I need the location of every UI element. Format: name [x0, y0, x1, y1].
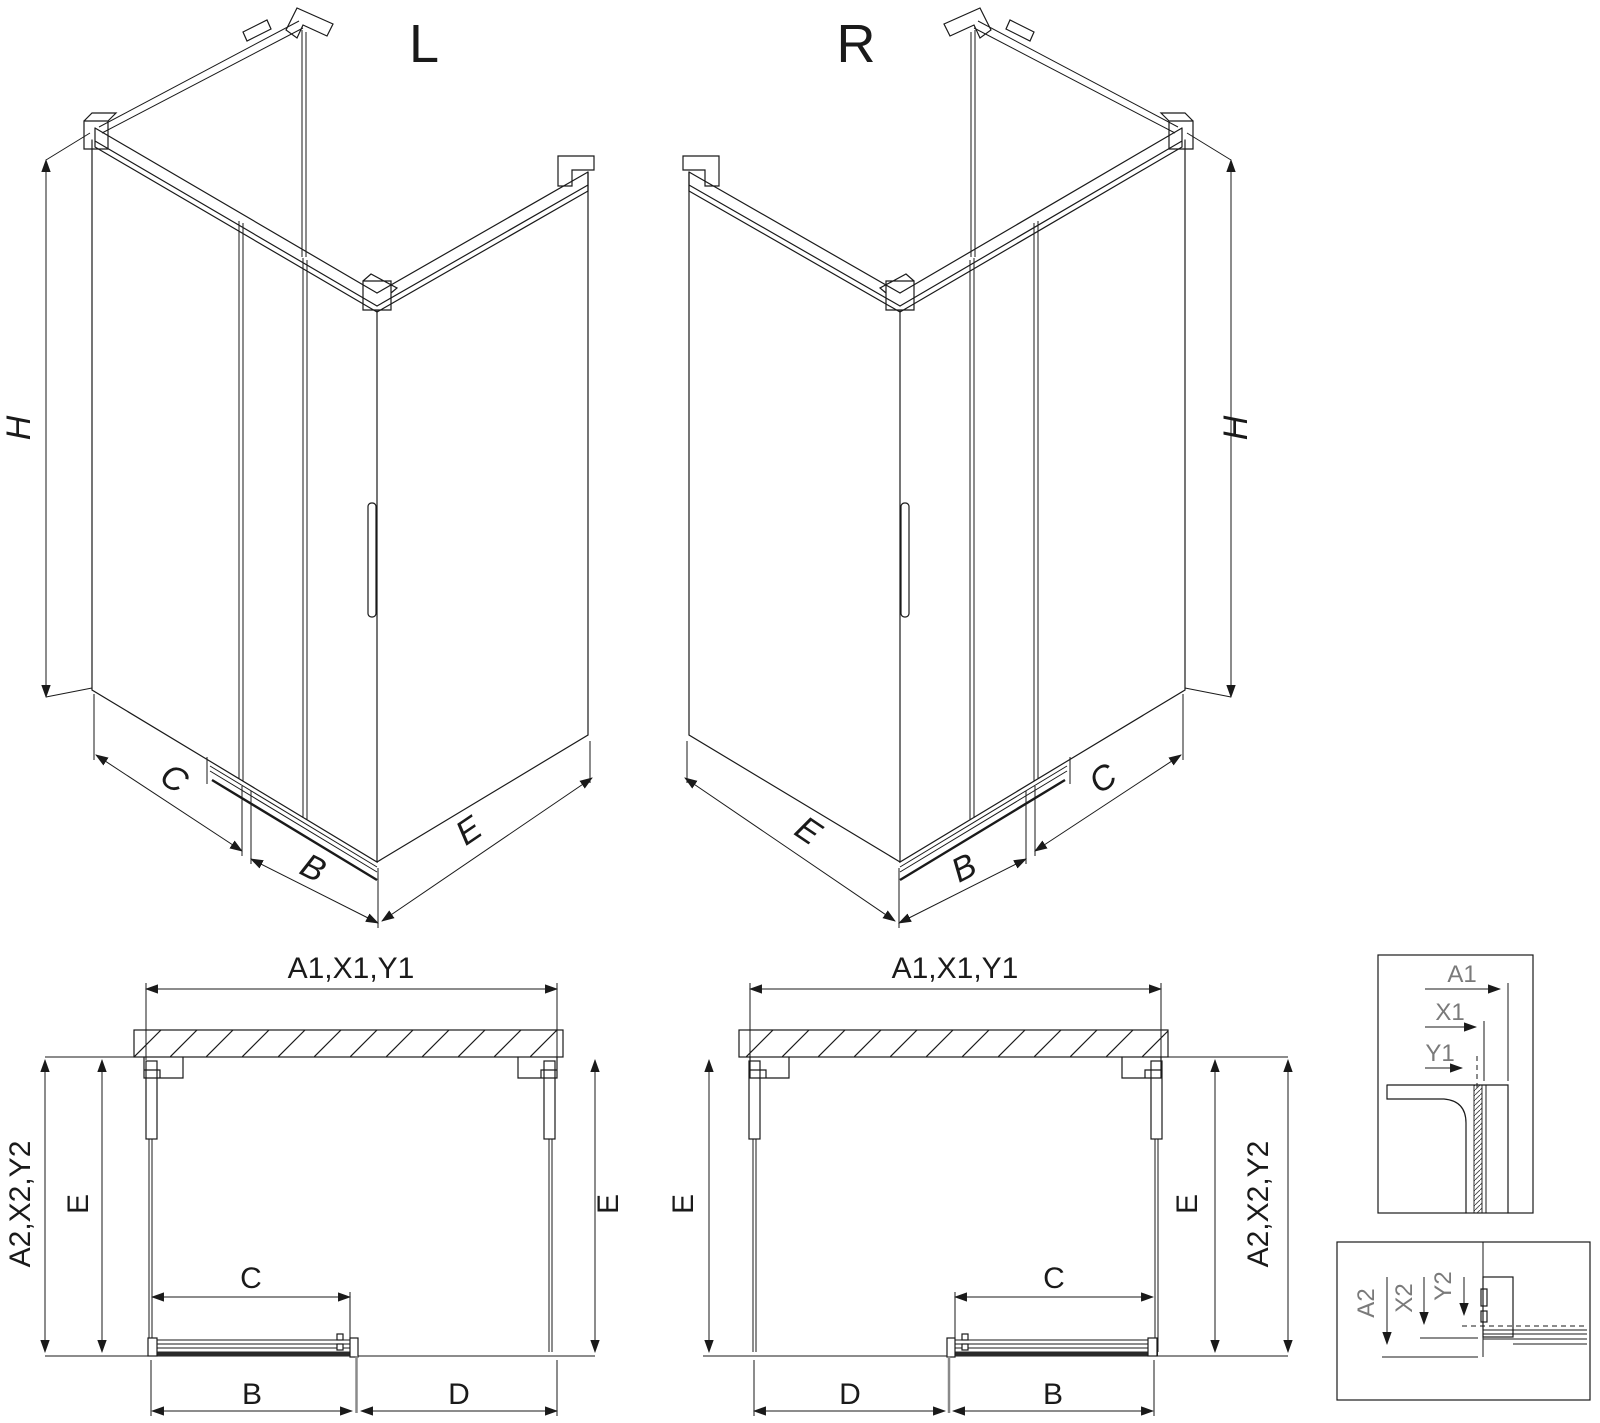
glass-section-hatched: [1474, 1085, 1482, 1213]
roller-icon: [962, 1344, 968, 1350]
view-title-right: R: [836, 14, 876, 74]
roller-icon: [962, 1334, 968, 1340]
detail-frame: [1337, 1242, 1590, 1400]
dim-label-a1-left-plan: A1,X1,Y1: [287, 952, 415, 985]
dim-label-b-right-plan: B: [1042, 1378, 1064, 1411]
dim-label-c-right: C: [1082, 756, 1124, 802]
detail-label-x1: X1: [1435, 999, 1465, 1026]
detail-label-y1: Y1: [1425, 1040, 1455, 1067]
dim-label-e-left: E: [448, 808, 489, 853]
wall-profile-left: [144, 1057, 183, 1078]
dim-label-b-plan: B: [241, 1378, 263, 1411]
dim-label-d-right-plan: D: [839, 1378, 861, 1411]
dim-line-e: [382, 778, 592, 921]
detail-frame: [1378, 955, 1533, 1213]
glass-holder-left: [749, 1061, 760, 1139]
glass-holder-right: [1151, 1061, 1162, 1139]
ceiling-rod: [302, 30, 306, 257]
wall-corner-profile: [1387, 1085, 1508, 1213]
plan-view-left: [45, 983, 595, 1416]
glass-left: [753, 1139, 756, 1352]
left-wall-glass: [92, 140, 377, 862]
dim-label-h-right: H: [1217, 415, 1255, 441]
iso-enclosure-right: [683, 8, 1231, 928]
dim-label-a2-right-plan: A2,X2,Y2: [1242, 1140, 1275, 1268]
detail-label-x2: X2: [1391, 1283, 1418, 1313]
door-handle: [368, 503, 376, 617]
track-profile-section: [1483, 1277, 1513, 1337]
glass-holder-right: [544, 1061, 555, 1139]
dim-label-h-left: H: [0, 415, 38, 441]
wall-hatched: [134, 1030, 563, 1057]
dim-ext-bd: [151, 1360, 557, 1416]
dim-label-e-right: E: [788, 808, 829, 853]
view-title-left: L: [408, 14, 440, 74]
ceiling-support-bar: [99, 21, 303, 133]
detail-label-y2: Y2: [1430, 1271, 1457, 1301]
bottom-track-rail: [212, 780, 377, 880]
right-wall-top-rail: [377, 172, 588, 312]
dim-ext-h: [46, 133, 92, 697]
dim-label-e-left-plan: E: [62, 1193, 95, 1215]
dim-label-c-left: C: [153, 756, 195, 802]
wall-profile-right: [1122, 1057, 1161, 1078]
door-track-lines: [157, 1340, 350, 1348]
dim-label-c-plan: C: [240, 1262, 262, 1295]
roller-icon: [337, 1334, 343, 1340]
dim-label-d-plan: D: [448, 1378, 470, 1411]
dim-label-c-right-plan: C: [1043, 1262, 1065, 1295]
door-track-band: [947, 1352, 1158, 1357]
track-cap-right: [350, 1338, 358, 1357]
detail-label-a1: A1: [1447, 961, 1477, 988]
panel-divider-2: [303, 258, 307, 820]
glass-left: [149, 1139, 152, 1352]
wall-hatched: [739, 1030, 1168, 1057]
dim-label-e-left-right-plan: E: [667, 1193, 700, 1215]
panel-divider-1: [239, 221, 243, 781]
track-cap-left: [947, 1338, 955, 1357]
profile-notch: [1481, 1289, 1487, 1306]
dim-label-a2-left-plan: A2,X2,Y2: [4, 1140, 37, 1268]
glass-right: [1155, 1139, 1158, 1352]
door-track-lines: [955, 1340, 1148, 1348]
wall-profile-right: [518, 1057, 557, 1078]
roller-icon: [337, 1344, 343, 1350]
door-track-band: [148, 1352, 358, 1357]
dim-label-a1-right-plan: A1,X1,Y1: [891, 952, 1019, 985]
glass-right: [549, 1139, 552, 1352]
iso-enclosure-left: [46, 8, 594, 928]
dim-label-e-right-right-plan: E: [1171, 1193, 1204, 1215]
dim-label-b-left: B: [294, 846, 332, 891]
detail-label-a2: A2: [1353, 1288, 1380, 1318]
wall-profile-left: [750, 1057, 789, 1078]
dim-label-b-right: B: [945, 846, 983, 891]
profile-notch: [1481, 1311, 1487, 1322]
dim-ext-bd: [754, 1360, 1154, 1416]
track-cap-right: [1148, 1338, 1157, 1356]
track-cap-left: [148, 1338, 157, 1356]
dim-label-e-right-plan: E: [592, 1193, 625, 1215]
left-wall-top-rail: [95, 128, 377, 312]
glass-holder-left: [146, 1061, 157, 1139]
detail-view-top: [1378, 955, 1533, 1213]
detail-view-bottom: [1337, 1242, 1590, 1400]
